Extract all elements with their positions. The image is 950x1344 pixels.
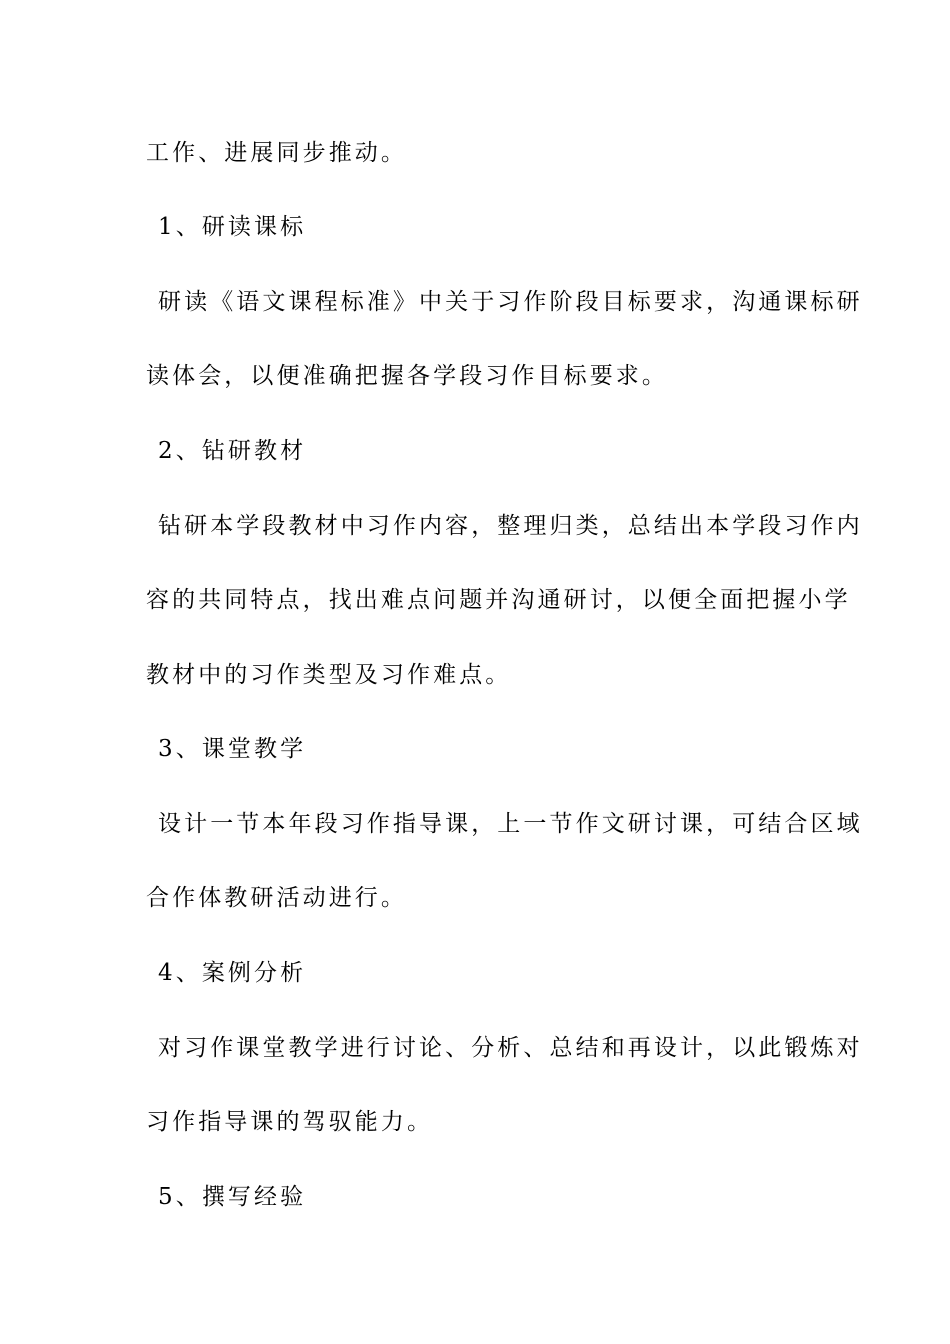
section-heading-1: 1、研读课标: [158, 214, 307, 240]
paragraph-line: 合作体教研活动进行。: [146, 885, 407, 911]
section-heading-5: 5、撰写经验: [158, 1184, 307, 1210]
paragraph-line: 设计一节本年段习作指导课，上一节作文研讨课，可结合区域: [158, 811, 863, 837]
paragraph-line: 习作指导课的驾驭能力。: [146, 1109, 434, 1135]
paragraph-line: 工作、进展同步推动。: [146, 140, 407, 166]
paragraph-line: 对习作课堂教学进行讨论、分析、总结和再设计，以此锻炼对: [158, 1035, 863, 1061]
paragraph-line: 容的共同特点，找出难点问题并沟通研讨，以便全面把握小学: [146, 587, 851, 613]
paragraph-line: 读体会，以便准确把握各学段习作目标要求。: [146, 363, 668, 389]
section-heading-3: 3、课堂教学: [158, 736, 307, 762]
paragraph-line: 教材中的习作类型及习作难点。: [146, 662, 512, 688]
paragraph-line: 钻研本学段教材中习作内容，整理归类，总结出本学段习作内: [158, 513, 863, 539]
paragraph-line: 研读《语文课程标准》中关于习作阶段目标要求，沟通课标研: [158, 289, 863, 315]
section-heading-2: 2、钻研教材: [158, 438, 307, 464]
section-heading-4: 4、案例分析: [158, 960, 307, 986]
